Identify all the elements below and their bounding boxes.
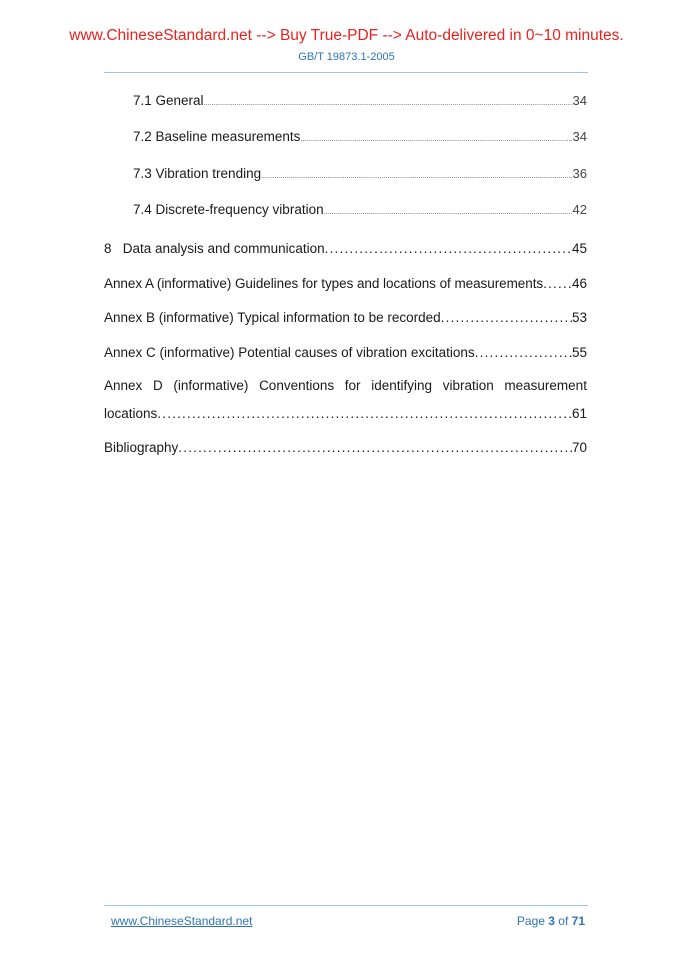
toc-entry-title: 7.2 Baseline measurements (133, 129, 301, 144)
toc-entry-page: 36 (572, 166, 587, 181)
annex-d-word: Conventions (259, 378, 335, 393)
toc-entry-page: 70 (571, 440, 587, 455)
toc-entry-annex-b[interactable] (104, 310, 587, 325)
toc-leader-dots (475, 345, 572, 360)
toc-entry-title: Annex B (informative) Typical information to be recorded (104, 310, 441, 325)
document-id: GB/T 19873.1-2005 (298, 51, 395, 63)
toc-entry-page: 42 (572, 202, 587, 217)
toc-entry-annex-c[interactable] (104, 345, 587, 360)
footer-divider (104, 905, 588, 906)
page-current: 3 (548, 914, 555, 928)
toc-entry-title: 8 Data analysis and communication (104, 241, 325, 256)
annex-d-word: for (344, 378, 361, 393)
annex-d-word: measurement (504, 378, 587, 393)
page-number (517, 914, 585, 928)
toc-leader-dots (261, 173, 572, 180)
toc-entry-page: 34 (572, 129, 587, 144)
toc-entry-page: 45 (571, 241, 587, 256)
toc-entry-page: 53 (571, 310, 587, 325)
toc-entry-7-4[interactable] (133, 202, 587, 217)
annex-d-word: (informative) (173, 378, 249, 393)
footer-website-link[interactable]: www.ChineseStandard.net (111, 914, 253, 928)
toc-leader-dots (441, 310, 572, 325)
header-banner: www.ChineseStandard.net --> Buy True-PDF --> Auto-delivered in 0~10 minutes. (69, 27, 624, 44)
toc-leader-dots (204, 100, 573, 107)
toc-entry-page: 61 (571, 406, 587, 421)
toc-entry-annex-d-title[interactable] (104, 378, 587, 393)
toc-entry-title: 7.4 Discrete-frequency vibration (133, 202, 324, 217)
toc-entry-page: 34 (572, 93, 587, 108)
annex-d-word: identifying (371, 378, 433, 393)
toc-entry-title: Annex C (informative) Potential causes of vibration excitations (104, 345, 475, 360)
toc-entry-8[interactable] (104, 241, 587, 256)
annex-d-word: D (152, 378, 163, 393)
toc-entry-annex-d[interactable] (104, 406, 587, 421)
toc-entry-title: 7.3 Vibration trending (133, 166, 262, 181)
toc-entry-title: locations (104, 406, 158, 421)
toc-entry-page: 55 (571, 345, 587, 360)
toc-leader-dots (300, 136, 572, 143)
toc-entry-7-2[interactable] (133, 129, 587, 144)
toc-leader-dots (157, 406, 572, 421)
toc-entry-title: Bibliography (104, 440, 179, 455)
toc-entry-bibliography[interactable] (104, 440, 587, 455)
toc-entry-page: 46 (571, 276, 587, 291)
toc-entry-7-1[interactable] (133, 93, 587, 108)
header-divider (104, 72, 588, 73)
page-of: of (554, 914, 572, 928)
annex-d-word: Annex (104, 378, 143, 393)
page-prefix: Page (516, 914, 549, 928)
toc-leader-dots (543, 276, 572, 291)
toc-leader-dots (325, 241, 572, 256)
toc-entry-title: Annex A (informative) Guidelines for types and locations of measurements (104, 276, 544, 291)
toc-entry-annex-a[interactable] (104, 276, 587, 291)
toc-entry-7-3[interactable] (133, 166, 587, 181)
toc-entry-title: 7.1 General (133, 93, 204, 108)
annex-d-word: vibration (442, 378, 494, 393)
toc-leader-dots (324, 209, 573, 216)
toc-leader-dots (178, 440, 572, 455)
page-total: 71 (571, 914, 585, 928)
